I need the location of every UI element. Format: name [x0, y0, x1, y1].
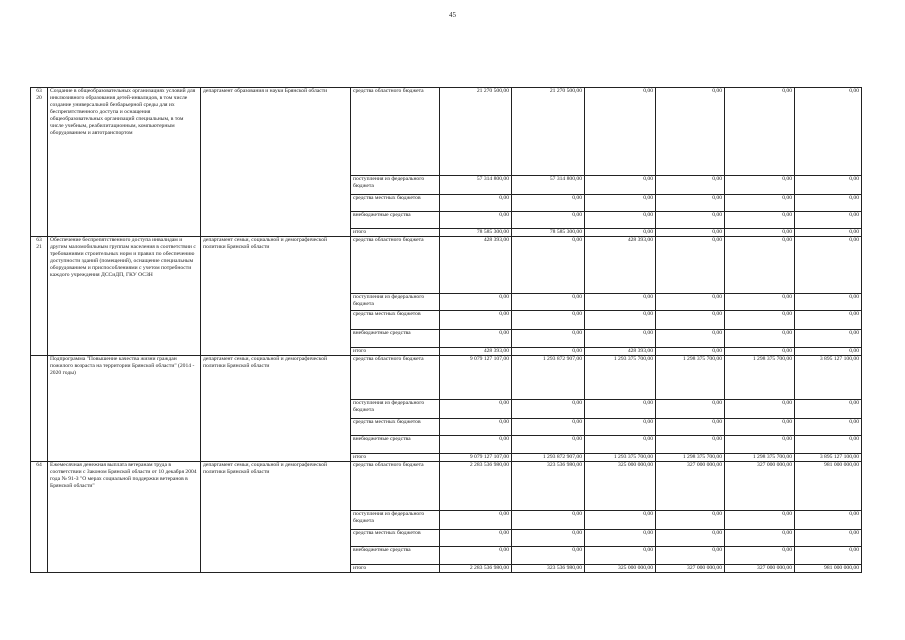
amount-cell: 0,00: [512, 530, 585, 547]
amount-cell: 78 585 300,00: [440, 229, 512, 237]
amount-cell: 0,00: [512, 419, 585, 436]
item-code: [31, 356, 48, 462]
amount-cell: 327 000 000,00: [656, 565, 725, 573]
item-code: 63 21: [31, 237, 48, 356]
amount-cell: 0,00: [795, 195, 862, 212]
amount-cell: 327 000 000,00: [725, 462, 795, 511]
amount-cell: 428 393,00: [440, 348, 512, 356]
amount-cell: 0,00: [440, 511, 512, 530]
funding-source: средства областного бюджета: [351, 462, 440, 511]
amount-cell: 0,00: [440, 400, 512, 419]
amount-cell: 0,00: [512, 330, 585, 348]
amount-cell: 0,00: [585, 88, 656, 176]
amount-cell: 0,00: [440, 311, 512, 330]
budget-table: [30, 87, 862, 573]
amount-cell: 0,00: [512, 400, 585, 419]
amount-cell: 0,00: [585, 511, 656, 530]
amount-cell: 0,00: [725, 348, 795, 356]
amount-cell: 0,00: [795, 237, 862, 294]
amount-cell: 0,00: [585, 176, 656, 195]
amount-cell: 0,00: [585, 229, 656, 237]
amount-cell: 1 293 872 907,00: [512, 356, 585, 400]
amount-cell: 9 079 127 107,00: [440, 454, 512, 462]
item-executor: департамент образования и науки Брянской области: [201, 88, 351, 237]
amount-cell: 0,00: [656, 400, 725, 419]
amount-cell: 428 393,00: [585, 348, 656, 356]
funding-source: поступления из федерального бюджета: [351, 400, 440, 419]
amount-cell: 2 283 536 980,00: [440, 462, 512, 511]
amount-cell: 0,00: [656, 195, 725, 212]
amount-cell: 0,00: [656, 330, 725, 348]
amount-cell: 0,00: [725, 400, 795, 419]
amount-cell: 0,00: [512, 237, 585, 294]
funding-source: средства местных бюджетов: [351, 311, 440, 330]
amount-cell: 0,00: [795, 436, 862, 454]
amount-cell: 325 000 000,00: [585, 565, 656, 573]
amount-cell: 0,00: [512, 511, 585, 530]
amount-cell: 0,00: [585, 547, 656, 565]
amount-cell: 0,00: [440, 294, 512, 311]
amount-cell: 0,00: [656, 511, 725, 530]
amount-cell: 0,00: [795, 400, 862, 419]
amount-cell: 1 293 375 700,00: [585, 356, 656, 400]
amount-cell: 0,00: [440, 330, 512, 348]
amount-cell: 981 000 000,00: [795, 462, 862, 511]
amount-cell: 0,00: [656, 348, 725, 356]
amount-cell: 0,00: [795, 547, 862, 565]
item-executor: департамент семьи, социальной и демографической политики Брянской области: [201, 237, 351, 356]
amount-cell: 0,00: [795, 212, 862, 229]
amount-cell: 21 270 500,00: [512, 88, 585, 176]
amount-cell: 0,00: [656, 311, 725, 330]
funding-source: поступления из федерального бюджета: [351, 294, 440, 311]
amount-cell: 0,00: [795, 330, 862, 348]
amount-cell: 0,00: [512, 212, 585, 229]
amount-cell: 981 000 000,00: [795, 565, 862, 573]
funding-source: внебюджетные средства: [351, 436, 440, 454]
amount-cell: 0,00: [512, 311, 585, 330]
funding-source: поступления из федерального бюджета: [351, 511, 440, 530]
funding-source: средства областного бюджета: [351, 356, 440, 400]
amount-cell: 0,00: [725, 511, 795, 530]
amount-cell: 0,00: [725, 436, 795, 454]
amount-cell: 0,00: [725, 176, 795, 195]
amount-cell: 0,00: [656, 176, 725, 195]
table-row: [31, 462, 862, 511]
amount-cell: 0,00: [725, 195, 795, 212]
funding-source: итого: [351, 454, 440, 462]
funding-source: средства местных бюджетов: [351, 419, 440, 436]
item-code: 63 20: [31, 88, 48, 237]
amount-cell: 0,00: [440, 419, 512, 436]
amount-cell: 0,00: [725, 311, 795, 330]
amount-cell: 0,00: [656, 294, 725, 311]
amount-cell: 0,00: [725, 330, 795, 348]
amount-cell: 323 536 980,00: [512, 462, 585, 511]
amount-cell: 0,00: [512, 348, 585, 356]
amount-cell: 1 293 872 907,00: [512, 454, 585, 462]
item-executor: департамент семьи, социальной и демографической политики Брянской области: [201, 462, 351, 573]
amount-cell: 327 000 000,00: [656, 462, 725, 511]
funding-source: средства областного бюджета: [351, 88, 440, 176]
amount-cell: 0,00: [725, 88, 795, 176]
funding-source: средства местных бюджетов: [351, 530, 440, 547]
amount-cell: 0,00: [795, 88, 862, 176]
amount-cell: 21 270 500,00: [440, 88, 512, 176]
amount-cell: 0,00: [585, 400, 656, 419]
amount-cell: 0,00: [795, 419, 862, 436]
table-row: [31, 88, 862, 176]
amount-cell: 0,00: [795, 348, 862, 356]
funding-source: поступления из федерального бюджета: [351, 176, 440, 195]
amount-cell: 0,00: [656, 212, 725, 229]
amount-cell: 0,00: [440, 436, 512, 454]
amount-cell: 0,00: [440, 212, 512, 229]
amount-cell: 3 895 127 100,00: [795, 356, 862, 400]
amount-cell: 0,00: [725, 547, 795, 565]
amount-cell: 0,00: [725, 530, 795, 547]
amount-cell: 0,00: [795, 511, 862, 530]
amount-cell: 0,00: [725, 237, 795, 294]
amount-cell: 1 293 375 700,00: [585, 454, 656, 462]
amount-cell: 0,00: [795, 176, 862, 195]
item-name: Создание в общеобразовательных организациях условий для инклюзивного образования детей-инвалидов, в том числе создание универсальной безбарьерной среды для их беспрепятственного доступа и оснащения общеобразовательных организаций специальным, в том числе учебным, реабилитационным, компьютерным оборудованием и автотранспортом: [48, 88, 201, 237]
amount-cell: 0,00: [440, 547, 512, 565]
amount-cell: 0,00: [656, 547, 725, 565]
funding-source: внебюджетные средства: [351, 547, 440, 565]
amount-cell: 428 393,00: [440, 237, 512, 294]
amount-cell: 3 895 127 100,00: [795, 454, 862, 462]
amount-cell: 0,00: [585, 530, 656, 547]
amount-cell: 0,00: [656, 530, 725, 547]
amount-cell: 0,00: [440, 195, 512, 212]
amount-cell: 0,00: [512, 547, 585, 565]
funding-source: внебюджетные средства: [351, 330, 440, 348]
funding-source: средства местных бюджетов: [351, 195, 440, 212]
amount-cell: 0,00: [585, 195, 656, 212]
amount-cell: 428 393,00: [585, 237, 656, 294]
amount-cell: 2 283 536 980,00: [440, 565, 512, 573]
amount-cell: 1 298 375 700,00: [725, 454, 795, 462]
funding-source: внебюджетные средства: [351, 212, 440, 229]
amount-cell: 0,00: [795, 294, 862, 311]
amount-cell: 325 000 000,00: [585, 462, 656, 511]
amount-cell: 9 079 127 107,00: [440, 356, 512, 400]
amount-cell: 327 000 000,00: [725, 565, 795, 573]
funding-source: итого: [351, 229, 440, 237]
table-row: [31, 237, 862, 294]
amount-cell: 323 536 980,00: [512, 565, 585, 573]
item-name: Обеспечение беспрепятственного доступа инвалидам и другим маломобильным группам населения в соответствии с требованиями строительных норм и правил по обеспечению доступности зданий (помещений), оснащение специальным оборудованием и приспособлениями с учетом потребности каждого учреждения ДССиДП, ГКУ ОСЗН: [48, 237, 201, 356]
amount-cell: 0,00: [795, 530, 862, 547]
item-name: Подпрограмма "Повышение качества жизни граждан пожилого возраста на территории Брянской области" (2014 - 2020 годы): [48, 356, 201, 462]
amount-cell: 0,00: [585, 294, 656, 311]
amount-cell: 0,00: [795, 229, 862, 237]
funding-source: итого: [351, 565, 440, 573]
item-executor: департамент семьи, социальной и демографической политики Брянской области: [201, 356, 351, 462]
amount-cell: 0,00: [656, 229, 725, 237]
amount-cell: 0,00: [725, 229, 795, 237]
amount-cell: 0,00: [585, 330, 656, 348]
table-row: [31, 356, 862, 400]
amount-cell: 0,00: [725, 419, 795, 436]
amount-cell: 57 314 800,00: [512, 176, 585, 195]
item-code: 64: [31, 462, 48, 573]
amount-cell: 0,00: [656, 88, 725, 176]
amount-cell: 0,00: [656, 436, 725, 454]
amount-cell: 0,00: [512, 436, 585, 454]
amount-cell: 0,00: [725, 294, 795, 311]
amount-cell: 0,00: [585, 212, 656, 229]
amount-cell: 0,00: [440, 530, 512, 547]
amount-cell: 0,00: [725, 212, 795, 229]
funding-source: средства областного бюджета: [351, 237, 440, 294]
amount-cell: 0,00: [795, 311, 862, 330]
amount-cell: 0,00: [512, 195, 585, 212]
amount-cell: 57 314 800,00: [440, 176, 512, 195]
amount-cell: 0,00: [656, 419, 725, 436]
amount-cell: 1 298 375 700,00: [725, 356, 795, 400]
amount-cell: 0,00: [585, 419, 656, 436]
amount-cell: 1 298 375 700,00: [656, 356, 725, 400]
amount-cell: 78 585 300,00: [512, 229, 585, 237]
amount-cell: 1 298 375 700,00: [656, 454, 725, 462]
amount-cell: 0,00: [585, 311, 656, 330]
funding-source: итого: [351, 348, 440, 356]
amount-cell: 0,00: [656, 237, 725, 294]
amount-cell: 0,00: [585, 436, 656, 454]
page-number: 45: [449, 11, 456, 19]
amount-cell: 0,00: [512, 294, 585, 311]
item-name: Ежемесячная денежная выплата ветеранам труда в соответствии с Законом Брянской области от 10 декабря 2004 года № 91-З "О мерах социальной поддержки ветеранов в Брянской области": [48, 462, 201, 573]
